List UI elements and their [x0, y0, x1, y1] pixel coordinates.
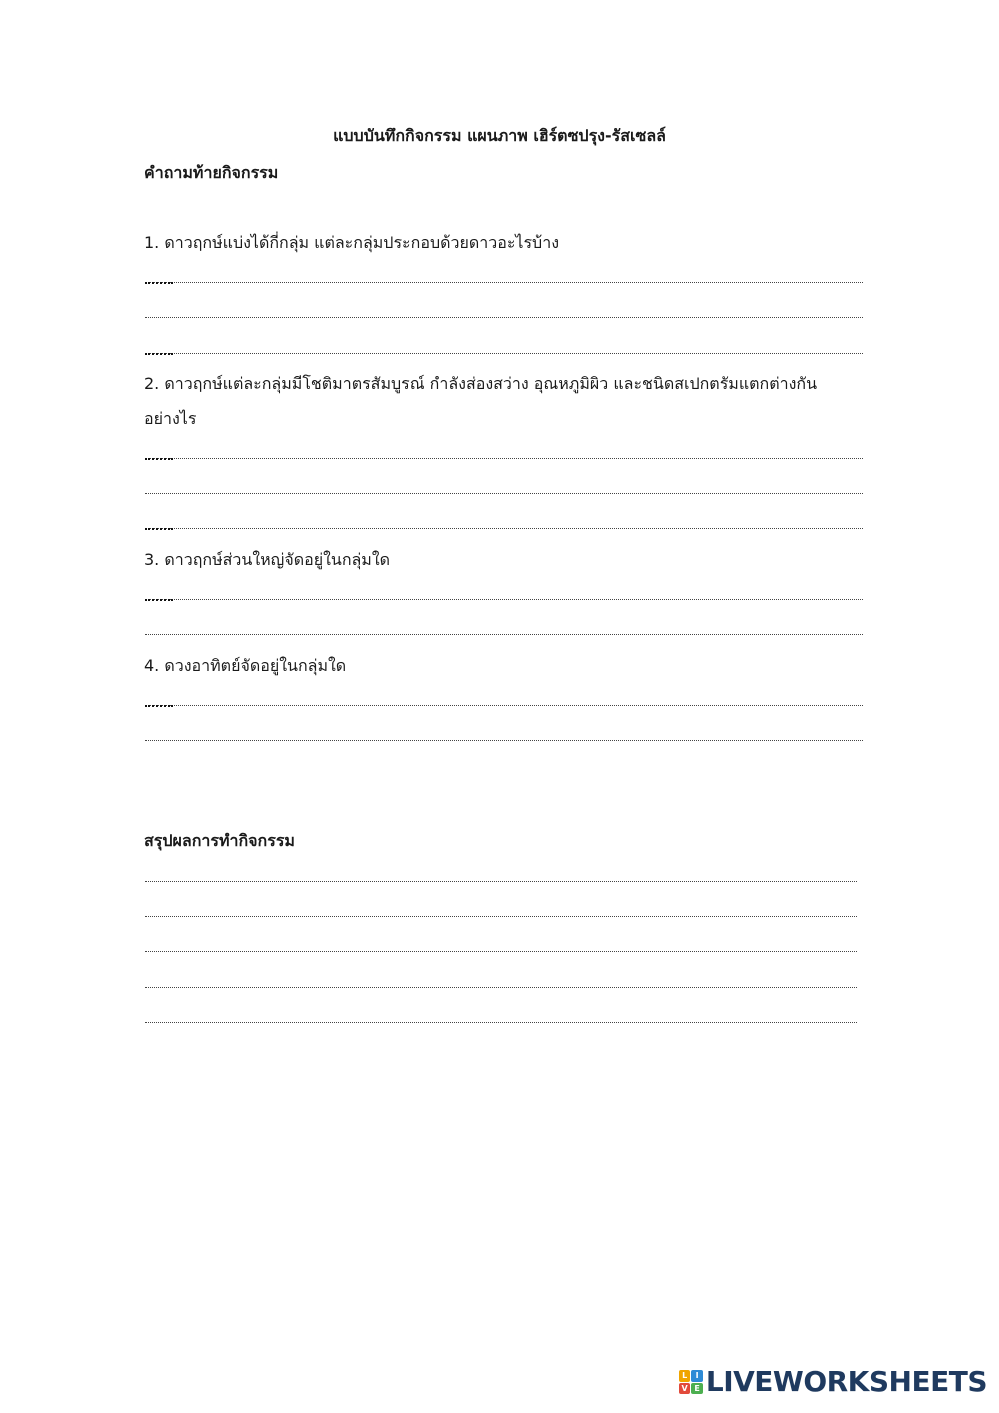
answer-line[interactable] — [145, 740, 863, 741]
liveworksheets-logo-icon — [679, 1370, 703, 1394]
answer-line[interactable] — [145, 317, 863, 318]
logo-tile-v: V — [679, 1383, 691, 1395]
summary-heading: สรุปผลการทำกิจกรรม — [144, 831, 295, 850]
summary-line[interactable] — [145, 1022, 857, 1023]
questions-heading: คำถามท้ายกิจกรรม — [144, 163, 279, 182]
question-2: 2. ดาวฤกษ์แต่ละกลุ่มมีโชติมาตรสัมบูรณ์ กำลังส่องสว่าง อุณหภูมิผิว และชนิดสเปกตรัมแตกต่างกัน — [144, 374, 818, 393]
answer-line[interactable] — [145, 493, 863, 494]
question-2-continuation: อย่างไร — [144, 409, 197, 428]
summary-line[interactable] — [145, 881, 857, 882]
summary-line[interactable] — [145, 987, 857, 988]
answer-line[interactable] — [145, 634, 863, 635]
logo-wordmark: LIVEWORKSHEETS — [705, 1365, 987, 1398]
page-title: แบบบันทึกกิจกรรม แผนภาพ เฮิร์ตซปรุง-รัสเซลล์ — [333, 126, 666, 145]
answer-line[interactable] — [145, 458, 863, 459]
question-1: 1. ดาวฤกษ์แบ่งได้กี่กลุ่ม แต่ละกลุ่มประกอบด้วยดาวอะไรบ้าง — [144, 233, 560, 252]
answer-line[interactable] — [145, 282, 863, 283]
liveworksheets-logo — [679, 1367, 987, 1397]
logo-tile-e: E — [691, 1383, 703, 1395]
answer-line[interactable] — [145, 528, 863, 529]
answer-line[interactable] — [145, 599, 863, 600]
summary-line[interactable] — [145, 951, 857, 952]
logo-tile-i: I — [691, 1370, 703, 1382]
question-4: 4. ดวงอาทิตย์จัดอยู่ในกลุ่มใด — [144, 656, 347, 675]
summary-line[interactable] — [145, 916, 857, 917]
answer-line[interactable] — [145, 705, 863, 706]
question-3: 3. ดาวฤกษ์ส่วนใหญ่จัดอยู่ในกลุ่มใด — [144, 550, 391, 569]
logo-tile-l: L — [679, 1370, 691, 1382]
answer-line[interactable] — [145, 353, 863, 354]
